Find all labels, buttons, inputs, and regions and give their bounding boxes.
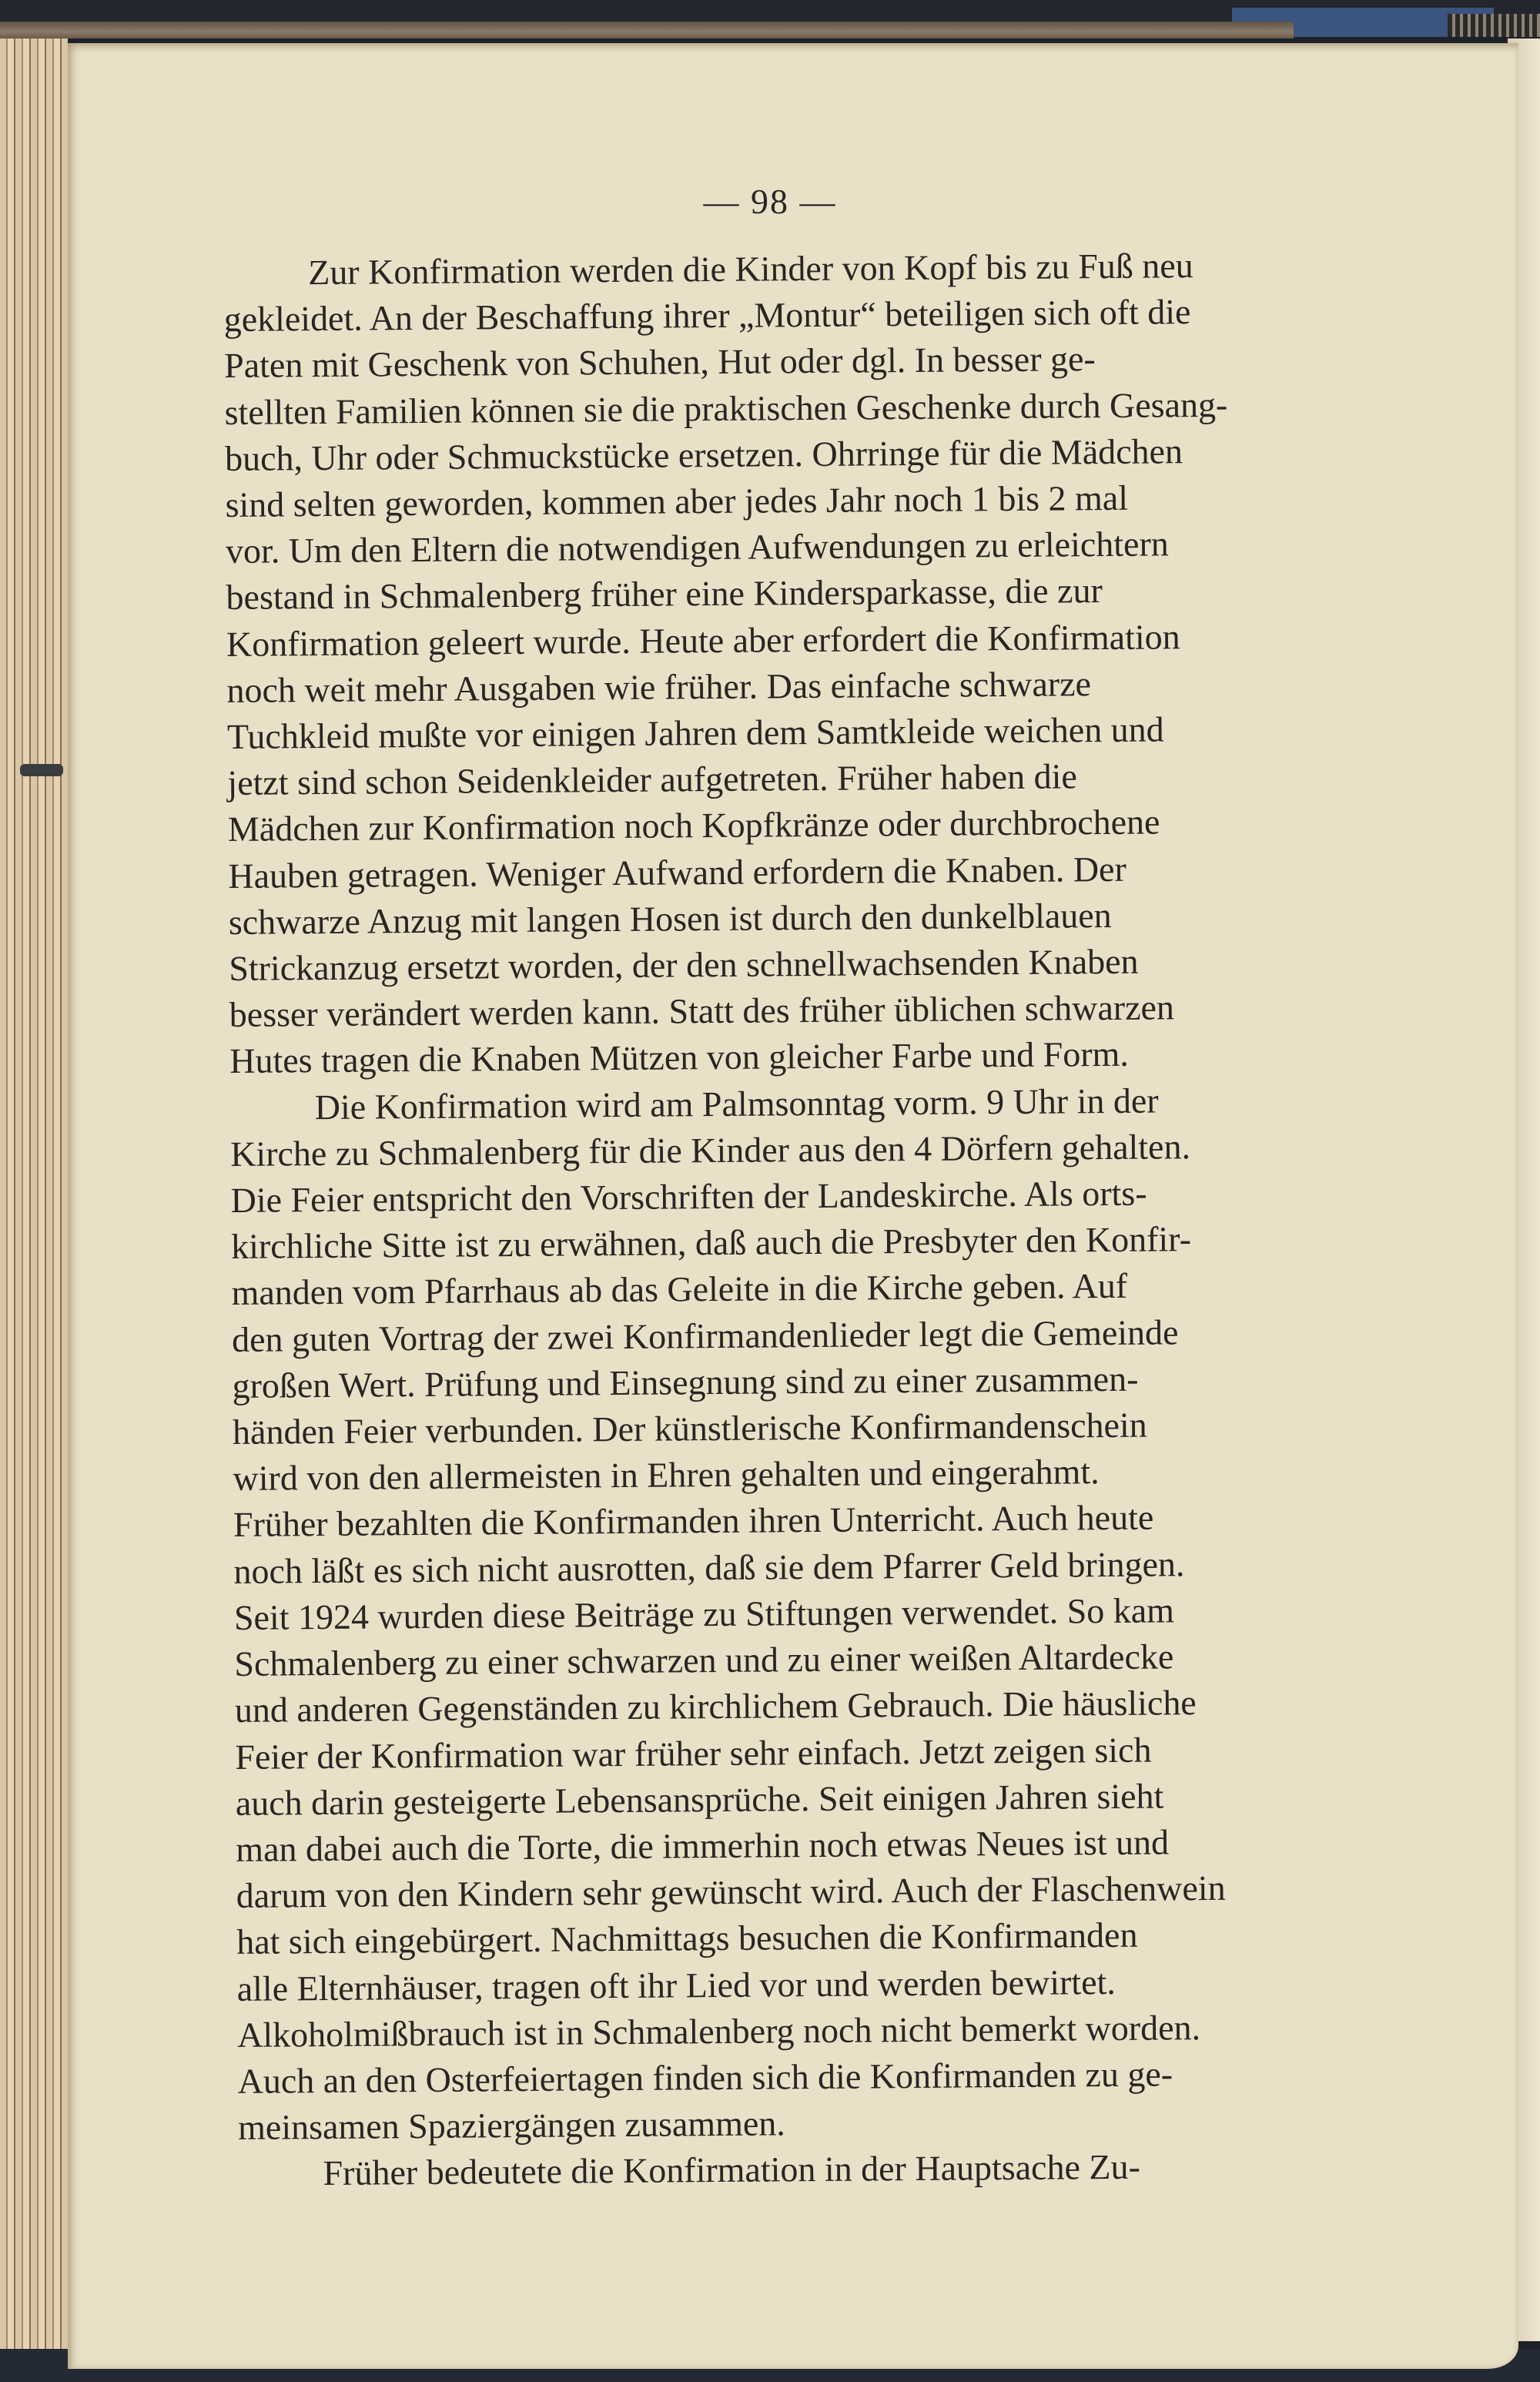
text-line: Feier der Konfirmation war früher sehr einfach. Jetzt zeigen sich	[235, 1730, 1152, 1777]
text-line: jetzt sind schon Seidenkleider aufgetreten. Früher haben die	[227, 756, 1077, 803]
binding-mark	[20, 764, 63, 776]
text-line: Zur Konfirmation werden die Kinder von Kopf bis zu Fuß neu	[308, 246, 1194, 293]
text-line: sind selten geworden, kommen aber jedes Jahr noch 1 bis 2 mal	[225, 477, 1129, 525]
text-line: großen Wert. Prüfung und Einsegnung sind zu einer zusammen-	[232, 1359, 1139, 1405]
body-text	[223, 241, 1424, 2198]
text-line: Früher bezahlten die Konfirmanden ihren Unterricht. Auch heute	[233, 1498, 1154, 1545]
text-line: besser verändert werden kann. Statt des früher üblichen schwarzen	[229, 987, 1175, 1035]
text-line: Paten mit Geschenk von Schuhen, Hut oder dgl. In besser ge-	[223, 339, 1096, 386]
text-line: Strickanzug ersetzt worden, der den schnellwachsenden Knaben	[229, 941, 1139, 989]
text-line: man dabei auch die Torte, die immerhin noch etwas Neues ist und	[236, 1822, 1170, 1869]
text-line: Hauben getragen. Weniger Aufwand erfordern die Knaben. Der	[228, 849, 1127, 896]
text-line: schwarze Anzug mit langen Hosen ist durch den dunkelblauen	[228, 895, 1112, 942]
text-line: manden vom Pfarrhaus ab das Geleite in die Kirche geben. Auf	[231, 1266, 1128, 1313]
text-line: noch läßt es sich nicht ausrotten, daß sie dem Pfarrer Geld bringen.	[233, 1543, 1185, 1591]
text-line: noch weit mehr Ausgaben wie früher. Das einfache schwarze	[226, 663, 1092, 710]
text-line: kirchliche Sitte ist zu erwähnen, daß auch die Presbyter den Konfir-	[230, 1219, 1192, 1267]
text-line: Kirche zu Schmalenberg für die Kinder aus den 4 Dörfern gehalten.	[230, 1127, 1191, 1174]
text-line: Hutes tragen die Knaben Mützen von gleicher Farbe und Form.	[229, 1034, 1130, 1081]
text-line: bestand in Schmalenberg früher eine Kindersparkasse, die zur	[226, 571, 1103, 618]
text-line: meinsamen Spaziergängen zusammen.	[237, 2103, 785, 2148]
text-line: hat sich eingebürgert. Nachmittags besuchen die Konfirmanden	[236, 1915, 1138, 1962]
text-line: buch, Uhr oder Schmuckstücke ersetzen. Ohrringe für die Mädchen	[224, 431, 1183, 478]
text-line: Tuchkleid mußte vor einigen Jahren dem Samtkleide weichen und	[226, 709, 1164, 757]
text-line: Auch an den Osterfeiertagen finden sich die Konfirmanden zu ge-	[237, 2054, 1173, 2101]
text-line: wird von den allermeisten in Ehren gehalten und eingerahmt.	[233, 1452, 1100, 1499]
text-line: den guten Vortrag der zwei Konfirmandenlieder legt die Gemeinde	[231, 1312, 1179, 1359]
text-line: und anderen Gegenständen zu kirchlichem Gebrauch. Die häusliche	[234, 1683, 1197, 1730]
text-line: Alkoholmißbrauch ist in Schmalenberg noch nicht bemerkt worden.	[236, 2007, 1201, 2055]
page-top-edge	[0, 22, 1294, 39]
text-line: Seit 1924 wurden diese Beiträge zu Stiftungen verwendet. So kam	[233, 1590, 1175, 1637]
text-line: Die Feier entspricht den Vorschriften der Landeskirche. Als orts-	[230, 1173, 1147, 1221]
text-line: Die Konfirmation wird am Palmsonntag vorm. 9 Uhr in der	[314, 1080, 1159, 1127]
text-line: darum von den Kindern sehr gewünscht wird. Auch der Flaschenwein	[236, 1868, 1226, 1916]
text-line: vor. Um den Eltern die notwendigen Aufwendungen zu erleichtern	[225, 524, 1169, 571]
text-line: Schmalenberg zu einer schwarzen und zu einer weißen Altardecke	[234, 1637, 1174, 1684]
page-number: — 98 —	[703, 182, 837, 221]
text-line: stellten Familien können sie die praktischen Geschenke durch Gesang-	[224, 384, 1228, 432]
text-line: Mädchen zur Konfirmation noch Kopfkränze oder durchbrochene	[227, 802, 1160, 849]
text-line: alle Elternhäuser, tragen oft ihr Lied vor und werden bewirtet.	[236, 1962, 1116, 2008]
text-line: auch darin gesteigerte Lebensansprüche. Seit einigen Jahren sieht	[235, 1776, 1164, 1823]
text-line: gekleidet. An der Beschaffung ihrer „Montur“ beteiligen sich oft die	[223, 292, 1191, 340]
book-clasp	[1448, 14, 1540, 37]
text-line: Konfirmation geleert wurde. Heute aber erfordert die Konfirmation	[226, 616, 1180, 664]
text-line: händen Feier verbunden. Der künstlerische Konfirmandenschein	[232, 1405, 1147, 1452]
page-stack-left	[0, 39, 68, 2349]
text-line: Früher bedeutete die Konfirmation in der Hauptsache Zu-	[323, 2147, 1140, 2193]
